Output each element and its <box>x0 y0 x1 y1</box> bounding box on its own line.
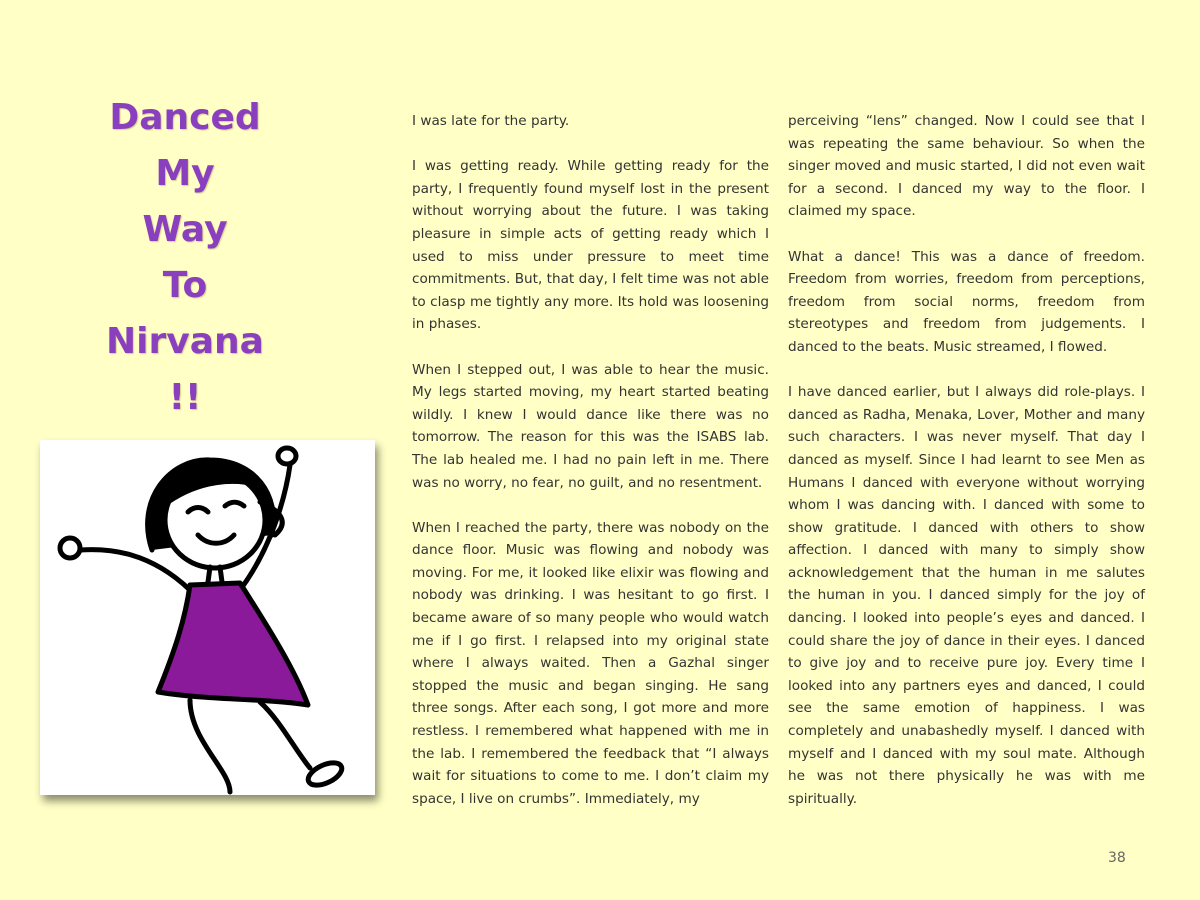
paragraph: I was late for the party. <box>412 113 570 129</box>
paragraph: I was getting ready. While getting ready for the party, I frequently found myself lost in the present without worrying about the future. I was taking pleasure in simple acts of getting ready which I used to miss under pressure to meet time commitments. But, that day, I felt time was not able to clasp me tightly any more. Its hold was loosening in phases. <box>412 158 769 333</box>
story-column-left <box>412 110 769 833</box>
title-line: Way <box>142 209 228 250</box>
title-line: My <box>155 153 215 194</box>
title-line: To <box>162 265 208 306</box>
paragraph: What a dance! This was a dance of freedom. Freedom from worries, freedom from perceptions, freedom from social norms, freedom from stereotypes and freedom from judgements. I danced to the beats. Music streamed, I flowed. <box>788 248 1145 355</box>
title-line: Danced <box>109 97 261 138</box>
title-line: !! <box>168 377 202 418</box>
slide-title <box>100 90 270 426</box>
title-line: Nirvana <box>106 321 264 362</box>
page-number: 38 <box>1108 850 1126 866</box>
dancing-girl-illustration <box>40 440 375 795</box>
paragraph: When I reached the party, there was nobody on the dance floor. Music was flowing and nobody was moving. For me, it looked like elixir was flowing and nobody was drinking. I was hesitant to go first. I became aware of so many people who would watch me if I go first. I relapsed into my original state where I always waited. Then a Gazhal singer stopped the music and began singing. He sang three songs. After each song, I got more and more restless. I remembered what happened with me in the lab. I remembered the feedback that “I always wait for situations to come to me. I don’t claim my space, I live on crumbs”. Immediately, my <box>412 519 769 807</box>
story-column-right <box>788 110 1145 833</box>
paragraph: When I stepped out, I was able to hear the music. My legs started moving, my heart started beating wildly. I knew I would dance like there was no tomorrow. The reason for this was the ISABS lab. The lab healed me. I had no pain left in me. There was no worry, no fear, no guilt, and no resentment. <box>412 361 769 491</box>
paragraph: perceiving “lens” changed. Now I could see that I was repeating the same behaviour. So when the singer moved and music started, I did not even wait for a second. I danced my way to the floor. I claimed my space. <box>788 113 1145 220</box>
paragraph: I have danced earlier, but I always did role-plays. I danced as Radha, Menaka, Lover, Mother and many such characters. I was never myself. That day I danced as myself. Since I had learnt to see Men as Humans I danced with everyone without worrying whom I was dancing with. I danced with some to show gratitude. I danced with others to show affection. I danced with many to simply show acknowledgement that the human in me salutes the human in you. I danced simply for the joy of dancing. I looked into people’s eyes and danced. I could share the joy of dance in their eyes. I danced to give joy and to receive pure joy. Every time I looked into any partners eyes and danced, I could see the same emotion of happiness. I was completely and unabashedly myself. I danced with myself and I danced with my soul mate. Although he was not there physically he was with me spiritually. <box>788 384 1145 807</box>
dancing-girl-icon <box>40 440 375 795</box>
